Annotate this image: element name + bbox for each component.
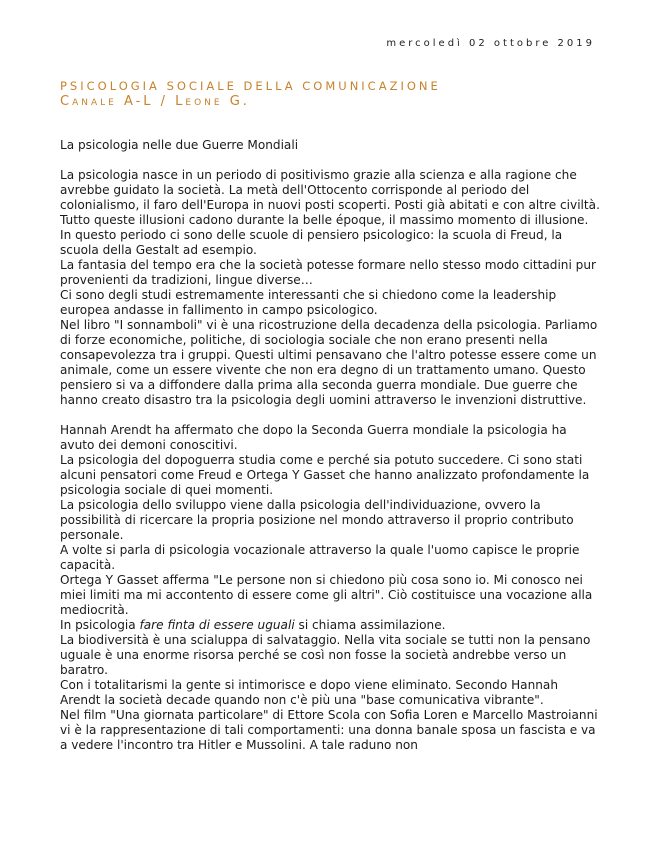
paragraph: Tutto queste illusioni cadono durante la belle époque, il massimo momento di illusione. In questo periodo ci sono delle scuole di pensiero psicologico: la scuola di Freud, la scuola della Gestalt ad esempio. xyxy=(60,213,589,257)
paragraph: La psicologia nasce in un periodo di positivismo grazie alla scienza e alla ragione che avrebbe guidato la società. La metà dell'Ottocento corrisponde al periodo del colonialismo, il faro dell'Europa in nuovi posti scoperti. Posti già abitati e con altre civiltà. xyxy=(60,168,600,212)
assimilation-emphasis: fare finta di essere uguali xyxy=(139,618,295,632)
paragraph: La psicologia dello sviluppo viene dalla psicologia dell'individuazione, ovvero la possibilità di ricercare la propria posizione nel mondo attraverso il proprio contributo personale. xyxy=(60,498,574,542)
course-channel: Canale A-L / Leone G. xyxy=(60,94,250,109)
paragraph: Nel film "Una giornata particolare" di Ettore Scola con Sofia Loren e Marcello Mastroianni vi è la rappresentazione di tali comportamenti: una donna banale sposa un fascista e va a vedere l'incontro tra Hitler e Mussolini. A tale raduno non xyxy=(60,708,598,752)
paragraph: La psicologia del dopoguerra studia come e perché sia potuto succedere. Ci sono stati alcuni pensatori come Freud e Ortega Y Gasset che hanno analizzato profondamente la psicologia sociale di quei momenti. xyxy=(60,453,590,497)
paragraph: Hannah Arendt ha affermato che dopo la Seconda Guerra mondiale la psicologia ha avuto dei demoni conoscitivi. xyxy=(60,423,567,452)
paragraph: Ci sono degli studi estremamente interessanti che si chiedono come la leadership europea andasse in fallimento in campo psicologico. xyxy=(60,288,557,317)
assimilation-paragraph xyxy=(60,618,600,633)
paragraph: Con i totalitarismi la gente si intimorisce e dopo viene eliminato. Secondo Hannah Arendt la società decade quando non c'è più una "base comunicativa vibrante". xyxy=(60,678,558,707)
assimilation-prefix: In psicologia xyxy=(60,618,140,632)
paragraph: Nel libro "I sonnamboli" vi è una ricostruzione della decadenza della psicologia. Parliamo di forze economiche, politiche, di sociologia sociale che non erano presenti nella consapevolezza tra i gruppi. Questi ultimi pensavano che l'altro potesse essere come un animale, come un essere vivente che non era degno di un trattamento umano. Questo pensiero si va a diffondere dalla prima alla seconda guerra mondiale. Due guerre che hanno creato disastro tra la psicologia degli uomini attraverso le invenzioni distruttive. xyxy=(60,318,598,407)
document-date: mercoledì 02 ottobre 2019 xyxy=(386,38,595,49)
paragraph: La fantasia del tempo era che la società potesse formare nello stesso modo cittadini pur provenienti da tradizioni, lingue diverse… xyxy=(60,258,596,287)
paragraph: A volte si parla di psicologia vocazionale attraverso la quale l'uomo capisce le proprie capacità. xyxy=(60,543,580,572)
course-title: PSICOLOGIA SOCIALE DELLA COMUNICAZIONE xyxy=(60,79,441,93)
paragraph: La biodiversità è una scialuppa di salvataggio. Nella vita sociale se tutti non la pensano uguale è una enorme risorsa perché se così non fosse la società andrebbe verso un baratro. xyxy=(60,633,591,677)
paragraph-spacer xyxy=(60,408,600,423)
paragraph: Ortega Y Gasset afferma "Le persone non si chiedono più cosa sono io. Mi conosco nei miei limiti ma mi accontento di essere come gli altri". Ciò costituisce una vocazione alla mediocrità. xyxy=(60,573,593,617)
document-body xyxy=(60,138,600,753)
assimilation-suffix: si chiama assimilazione. xyxy=(294,618,446,632)
document-title: La psicologia nelle due Guerre Mondiali xyxy=(60,138,299,152)
